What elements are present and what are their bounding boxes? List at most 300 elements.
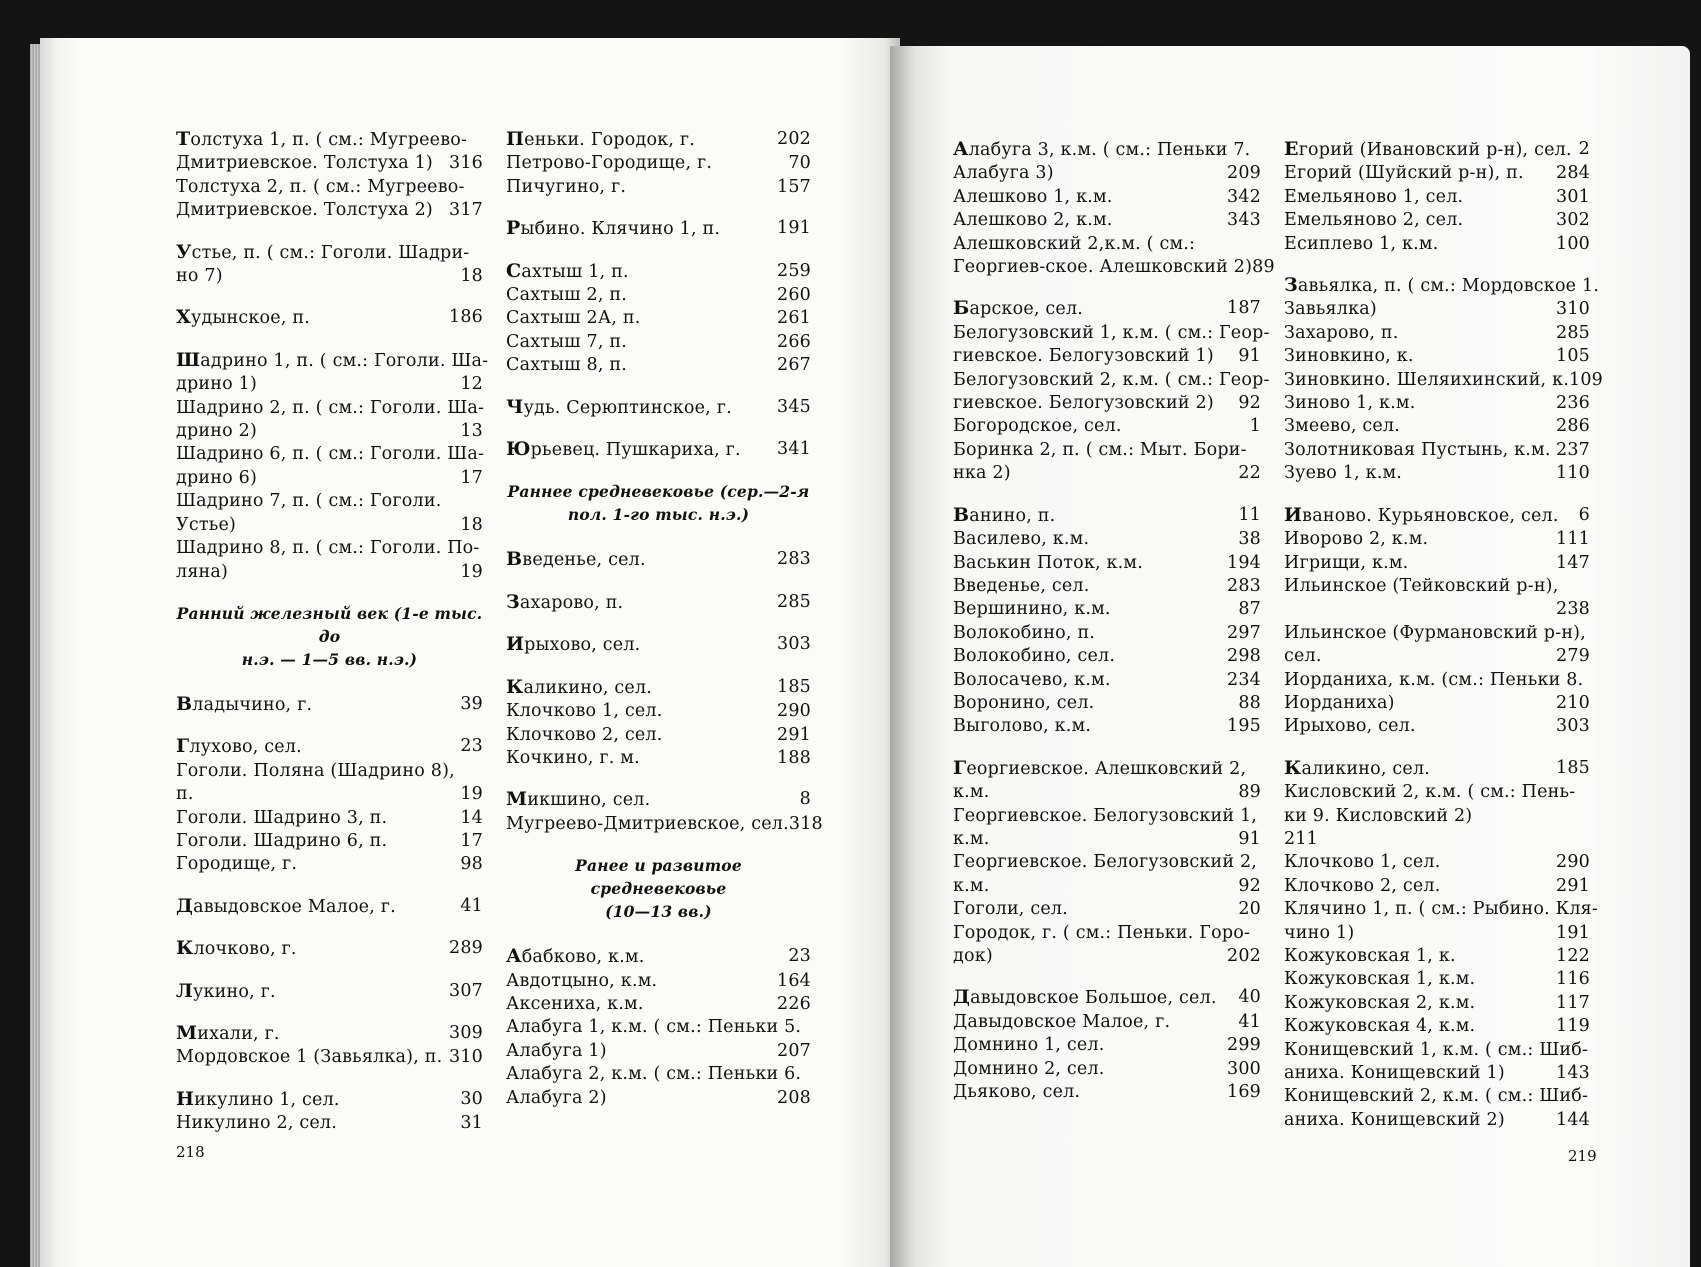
entry-line (1284, 233, 1590, 256)
entry-page-number: 185 (776, 676, 811, 697)
entry-text: Вершинино, к.м. (953, 599, 1111, 620)
entry-line (1284, 598, 1590, 621)
entry-text: Рыбино. Клячино 1, п. (506, 217, 721, 240)
entry-text: к.м. (953, 875, 990, 896)
entry-page-number: 342 (1226, 186, 1261, 207)
entry-text: 211 (1284, 828, 1319, 849)
entry-line (953, 297, 1261, 321)
entry-line (953, 415, 1261, 438)
entry-page-number: 17 (460, 467, 483, 488)
entry-line (176, 807, 483, 830)
index-letter-group (176, 937, 483, 961)
page-number-left: 218 (176, 1143, 205, 1161)
entry-text: Золотниковая Пустынь, к.м. (1284, 439, 1551, 460)
index-entry (953, 986, 1261, 1010)
entry-line (176, 783, 483, 806)
entry-text: Кожуковская 4, к.м. (1284, 1016, 1476, 1037)
entry-line (953, 256, 1275, 279)
entry-text: Богородское, сел. (953, 416, 1122, 437)
entry-text: Никулино 2, сел. (176, 1113, 337, 1134)
entry-line (1284, 781, 1590, 804)
index-entry (1284, 851, 1590, 874)
entry-line (953, 1011, 1261, 1034)
entry-line (506, 307, 811, 330)
entry-line (953, 781, 1261, 804)
entry-line (176, 420, 483, 443)
index-entry (953, 415, 1261, 438)
entry-line (176, 895, 483, 919)
index-entry (953, 1081, 1261, 1104)
entry-text: Зиново 1, к.м. (1284, 393, 1416, 414)
entry-line (953, 439, 1261, 462)
entry-text: Давыдовское Большое, сел. (953, 986, 1217, 1009)
entry-line (506, 217, 811, 241)
section-heading-line: Ранее и развитое средневековье (575, 856, 742, 899)
index-entry (1284, 552, 1590, 575)
entry-line (953, 322, 1270, 345)
entry-line (176, 514, 483, 537)
entry-text: Дмитриевское. Толстуха 2) (176, 200, 433, 221)
entry-text: аниха. Конищевский 2) (1284, 1109, 1505, 1130)
index-entry (953, 692, 1261, 715)
entry-line (953, 757, 1261, 781)
entry-line (953, 875, 1261, 898)
index-entry (176, 537, 483, 584)
entry-text: док) (953, 946, 993, 966)
entry-text: Городище, г. (176, 854, 298, 875)
entry-line (1284, 692, 1590, 715)
index-entry (1284, 369, 1603, 392)
entry-line (1284, 622, 1590, 645)
entry-text: Егорий (Ивановский р-н), сел. (1284, 138, 1572, 160)
entry-text: дрино 6) (176, 467, 257, 488)
entry-page-number: 87 (1238, 599, 1261, 620)
entry-line (176, 152, 483, 175)
entry-line (953, 1034, 1261, 1057)
entry-page-number: 299 (1226, 1035, 1261, 1056)
entry-text: Алабуга 3) (953, 163, 1054, 184)
entry-line (176, 561, 483, 584)
entry-line (953, 986, 1261, 1010)
index-entry (1284, 622, 1590, 669)
index-entry (953, 233, 1275, 280)
entry-text: Георгиевское. Алешковский 2, (953, 756, 1247, 779)
entry-line (506, 284, 811, 307)
index-letter-group (506, 676, 811, 771)
index-entry (1284, 138, 1590, 162)
entry-line (1284, 669, 1590, 692)
index-entry (506, 176, 811, 199)
index-entry (1284, 575, 1590, 622)
entry-page-number: 109 (1568, 369, 1603, 390)
entry-line (506, 1016, 811, 1039)
entry-text: Гоголи. Поляна (Шадрино 8), (176, 760, 455, 781)
entry-line (1284, 162, 1590, 185)
entry-page-number: 105 (1555, 346, 1590, 367)
entry-text: Алешковский 2,к.м. ( см.: (953, 233, 1196, 254)
entry-text: к.м. (953, 782, 990, 803)
entry-page-number: 22 (1238, 463, 1261, 484)
entry-line (506, 945, 811, 969)
index-entry (1284, 757, 1590, 781)
index-entry (1284, 992, 1590, 1015)
entry-page-number: 309 (448, 1022, 483, 1043)
entry-page-number: 23 (460, 736, 483, 757)
entry-page-number: 100 (1555, 233, 1590, 254)
entry-text: Волокобино, п. (953, 622, 1096, 643)
entry-page-number: 226 (776, 993, 811, 1014)
entry-line (506, 438, 811, 462)
index-entry (953, 138, 1261, 186)
entry-line (1284, 504, 1590, 528)
index-entry (953, 1011, 1261, 1034)
index-entry (176, 830, 483, 853)
entry-line (176, 853, 483, 876)
entry-text: к.м. (953, 828, 990, 849)
entry-line (506, 1063, 811, 1086)
entry-text: Емельяново 1, сел. (1284, 186, 1464, 207)
entry-page-number: 202 (1226, 946, 1261, 966)
entry-text: Худынское, п. (176, 306, 310, 329)
index-letter-group (506, 945, 811, 1110)
index-entry (176, 176, 483, 223)
entry-page-number: 279 (1555, 646, 1590, 667)
entry-text: Белогузовский 1, к.м. ( см.: Геор- (953, 322, 1270, 343)
entry-page-number: 202 (776, 129, 811, 149)
index-entry (953, 898, 1261, 921)
entry-page-number: 284 (1555, 163, 1590, 184)
index-letter-group (953, 138, 1275, 279)
entry-page-number: 12 (460, 374, 483, 395)
entry-line (953, 645, 1261, 668)
entry-text: ляна) (176, 561, 229, 582)
entry-text: Владычино, г. (176, 692, 313, 715)
entry-page-number: 208 (776, 1087, 811, 1108)
entry-line (1284, 274, 1600, 298)
entry-text: Кожуковская 1, к. (1284, 946, 1456, 966)
entry-page-number: 41 (1238, 1011, 1261, 1032)
entry-text: Юрьевец. Пушкариха, г. (506, 438, 741, 461)
entry-text: Кожуковская 2, к.м. (1284, 992, 1476, 1013)
index-entry (506, 548, 811, 572)
entry-text: Игрищи, к.м. (1284, 552, 1409, 573)
entry-text: Каликино, сел. (506, 675, 653, 698)
entry-line (953, 945, 1261, 968)
entry-page-number: 2 (1578, 139, 1590, 159)
index-letter-group (1284, 138, 1590, 256)
entry-page-number: 267 (776, 355, 811, 376)
index-entry (176, 1046, 483, 1069)
entry-text: Никулино 1, сел. (176, 1087, 340, 1110)
entry-text: Шадрино 2, п. ( см.: Гоголи. Ша- (176, 397, 485, 418)
index-entry (506, 747, 811, 770)
entry-text: Шадрино 8, п. ( см.: Гоголи. По- (176, 538, 480, 559)
index-entry (1284, 186, 1590, 209)
entry-line (1284, 345, 1590, 368)
entry-text: Георгиев-ское. Алешковский 2) (953, 257, 1253, 278)
entry-page-number: 303 (1555, 716, 1590, 737)
index-entry (176, 807, 483, 830)
entry-line (1284, 645, 1590, 668)
entry-line (953, 528, 1261, 551)
entry-text: Мордовское 1 (Завьялка), п. (176, 1047, 443, 1068)
entry-text: Абабково, к.м. (506, 945, 645, 968)
entry-text: Шадрино 1, п. ( см.: Гоголи. Ша- (176, 348, 489, 371)
index-letter-group (953, 757, 1261, 969)
entry-line (176, 373, 483, 396)
index-letter-group (176, 348, 489, 584)
entry-text: Зиновкино, к. (1284, 346, 1414, 367)
entry-line (176, 176, 483, 199)
entry-line (1284, 945, 1590, 968)
entry-line (176, 937, 483, 961)
entry-line (506, 176, 811, 199)
entry-line (1284, 922, 1590, 945)
entry-page-number: 207 (776, 1040, 811, 1061)
index-entry (506, 591, 811, 615)
index-entry (506, 217, 811, 241)
entry-page-number: 119 (1555, 1016, 1590, 1037)
index-letter-group (176, 980, 483, 1004)
entry-text: Давыдовское Малое, г. (953, 1011, 1171, 1032)
index-entry (506, 1016, 811, 1063)
entry-page-number: 318 (788, 813, 823, 834)
entry-page-number: 238 (1555, 599, 1590, 620)
entry-text: Сахтыш 2А, п. (506, 308, 641, 329)
section-heading-line: Ранний железный век (1-е тыс. до (176, 603, 483, 646)
entry-text: Клочково, г. (176, 937, 297, 960)
entry-line (506, 788, 811, 812)
entry-text: Ванино, п. (953, 503, 1056, 526)
entry-text: Иорданиха, к.м. (см.: Пеньки 8. (1284, 669, 1584, 690)
index-entry (1284, 898, 1599, 945)
entry-text: Клочково 1, сел. (1284, 852, 1441, 873)
entry-line (1284, 439, 1590, 462)
entry-line (953, 598, 1261, 621)
entry-line (176, 397, 483, 420)
index-entry (506, 633, 811, 657)
entry-page-number: 88 (1238, 692, 1261, 713)
entry-text: Мугреево-Дмитриевское, сел. (506, 813, 789, 834)
index-entry (1284, 715, 1590, 738)
index-entry (176, 443, 483, 490)
index-entry (506, 1063, 811, 1110)
entry-page-number: 260 (776, 285, 811, 306)
index-letter-group (176, 241, 483, 289)
entry-text: Введенье, сел. (506, 548, 646, 571)
index-entry (176, 306, 483, 330)
entry-page-number: 157 (776, 176, 811, 197)
entry-page-number: 19 (460, 561, 483, 582)
index-entry (1284, 162, 1590, 185)
entry-line (506, 724, 811, 747)
entry-text: Алешково 1, к.м. (953, 186, 1113, 207)
entry-line (953, 138, 1261, 162)
entry-text: Зиновкино. Шеляихинский, к. (1284, 369, 1569, 390)
entry-text: п. (176, 784, 194, 805)
entry-text: Лукино, г. (176, 979, 276, 1002)
index-entry (953, 439, 1261, 486)
entry-line (1284, 805, 1590, 828)
index-entry (506, 396, 811, 420)
index-column-3 (953, 138, 1275, 1122)
entry-page-number: 283 (776, 549, 811, 570)
entry-text: дрино 2) (176, 421, 257, 442)
entry-page-number: 317 (448, 200, 483, 221)
entry-text: Аксениха, к.м. (506, 993, 644, 1014)
entry-page-number: 300 (1226, 1058, 1261, 1079)
entry-page-number: 286 (1555, 416, 1590, 437)
entry-text: Алабуга 1) (506, 1040, 607, 1061)
entry-line (1284, 298, 1590, 321)
entry-text: Завьялка) (1284, 299, 1377, 320)
entry-text: Сахтыш 8, п. (506, 355, 628, 376)
entry-text: Белогузовский 2, к.м. ( см.: Геор- (953, 369, 1270, 390)
entry-line (1284, 415, 1590, 438)
entry-line (1284, 875, 1590, 898)
entry-page-number: 195 (1226, 716, 1261, 737)
entry-page-number: 209 (1226, 163, 1261, 184)
entry-line (176, 980, 483, 1004)
entry-line (953, 552, 1261, 575)
entry-page-number: 298 (1226, 646, 1261, 667)
entry-page-number: 23 (788, 946, 811, 967)
index-entry (506, 700, 811, 723)
index-letter-group (506, 260, 811, 378)
section-heading (506, 480, 811, 526)
entry-line (1284, 138, 1590, 162)
entry-text: Гоголи, сел. (953, 899, 1068, 920)
entry-page-number: 266 (776, 331, 811, 352)
entry-text: Волокобино, сел. (953, 646, 1116, 667)
index-entry (176, 397, 483, 444)
entry-page-number: 164 (776, 970, 811, 991)
index-letter-group (176, 693, 483, 717)
entry-text: Толстуха 2, п. ( см.: Мугреево- (176, 176, 465, 197)
index-entry (953, 369, 1270, 416)
entry-text: гиевское. Белогузовский 1) (953, 346, 1214, 367)
index-entry (953, 575, 1261, 598)
entry-page-number: 210 (1555, 692, 1590, 713)
section-heading-line: (10—13 вв.) (605, 902, 712, 922)
entry-page-number: 307 (448, 980, 483, 1001)
entry-page-number: 302 (1555, 210, 1590, 231)
entry-page-number: 291 (776, 724, 811, 745)
entry-line (506, 260, 811, 284)
index-entry (506, 128, 811, 152)
entry-line (1284, 992, 1590, 1015)
entry-text: Конищевский 1, к.м. ( см.: Шиб- (1284, 1039, 1589, 1060)
entry-line (953, 233, 1261, 256)
entry-line (1284, 392, 1590, 415)
entry-page-number: 236 (1555, 393, 1590, 414)
entry-line (506, 633, 811, 657)
index-entry (1284, 345, 1590, 368)
entry-text: Сахтыш 2, п. (506, 285, 628, 306)
index-entry (176, 853, 483, 876)
entry-text: но 7) (176, 266, 223, 287)
entry-line (1284, 369, 1603, 392)
entry-line (506, 970, 811, 993)
index-letter-group (953, 986, 1261, 1104)
entry-page-number: 234 (1226, 669, 1261, 690)
index-entry (1284, 504, 1590, 528)
entry-text: Шадрино 6, п. ( см.: Гоголи. Ша- (176, 444, 485, 465)
index-entry (1284, 462, 1590, 485)
entry-line (1284, 575, 1590, 598)
entry-line (506, 396, 811, 420)
entry-page-number: 259 (776, 260, 811, 281)
entry-line (506, 548, 811, 572)
entry-line (176, 199, 483, 222)
entry-page-number: 285 (776, 591, 811, 612)
entry-page-number: 110 (1555, 463, 1590, 484)
index-letter-group (506, 548, 811, 572)
entry-page-number: 6 (1578, 504, 1590, 525)
index-letter-group (506, 788, 823, 836)
entry-line (176, 265, 483, 288)
entry-text: Есиплево 1, к.м. (1284, 233, 1439, 254)
entry-page-number: 303 (776, 634, 811, 655)
entry-text: Георгиевское. Белогузовский 2, (953, 852, 1258, 873)
entry-page-number: 285 (1555, 322, 1590, 343)
entry-text: Толстуха 1, п. ( см.: Мугреево- (176, 128, 468, 150)
entry-line (1284, 1015, 1590, 1038)
entry-text: Иорданиха) (1284, 692, 1395, 713)
entry-text: Волосачево, к.м. (953, 669, 1111, 690)
entry-text: Введенье, сел. (953, 575, 1090, 596)
entry-text: Гоголи. Шадрино 3, п. (176, 807, 388, 828)
entry-text: Алабуга 2, к.м. ( см.: Пеньки 6. (506, 1064, 802, 1085)
entry-text: Иваново. Курьяновское, сел. (1284, 503, 1559, 526)
entry-text: Дьяково, сел. (953, 1082, 1081, 1103)
entry-text: Захарово, п. (506, 590, 624, 613)
entry-text: Микшино, сел. (506, 788, 651, 811)
entry-text: ки 9. Кисловский 2) (1284, 805, 1473, 826)
entry-line (953, 504, 1261, 528)
entry-text: Василево, к.м. (953, 529, 1090, 550)
entry-text: Кисловский 2, к.м. ( см.: Пень- (1284, 782, 1576, 803)
entry-text: Кожуковская 1, к.м. (1284, 969, 1476, 990)
entry-text: Воронино, сел. (953, 692, 1095, 713)
index-letter-group (506, 438, 811, 462)
entry-page-number: 194 (1226, 552, 1261, 573)
index-entry (1284, 322, 1590, 345)
index-entry (953, 528, 1261, 551)
entry-line (506, 747, 811, 770)
entry-line (953, 462, 1261, 485)
entry-line (506, 1087, 811, 1110)
entry-text: Шадрино 7, п. ( см.: Гоголи. (176, 491, 442, 512)
entry-page-number: 191 (776, 218, 811, 239)
entry-text: Клочково 2, сел. (1284, 875, 1441, 896)
entry-text (1284, 598, 1290, 621)
entry-text: Домнино 2, сел. (953, 1058, 1105, 1079)
entry-line (1284, 828, 1590, 851)
entry-text: Егорий (Шуйский р-н), п. (1284, 163, 1524, 184)
entry-text: Георгиевское. Белогузовский 1, (953, 805, 1258, 826)
index-entry (176, 760, 483, 807)
index-entry (176, 348, 489, 397)
entry-line (953, 1058, 1261, 1081)
index-entry (1284, 209, 1590, 232)
index-entry (1284, 233, 1590, 256)
entry-page-number: 316 (448, 153, 483, 174)
index-entry (953, 622, 1261, 645)
index-entry (506, 724, 811, 747)
entry-text: Домнино 1, сел. (953, 1035, 1105, 1056)
index-entry (506, 813, 823, 836)
